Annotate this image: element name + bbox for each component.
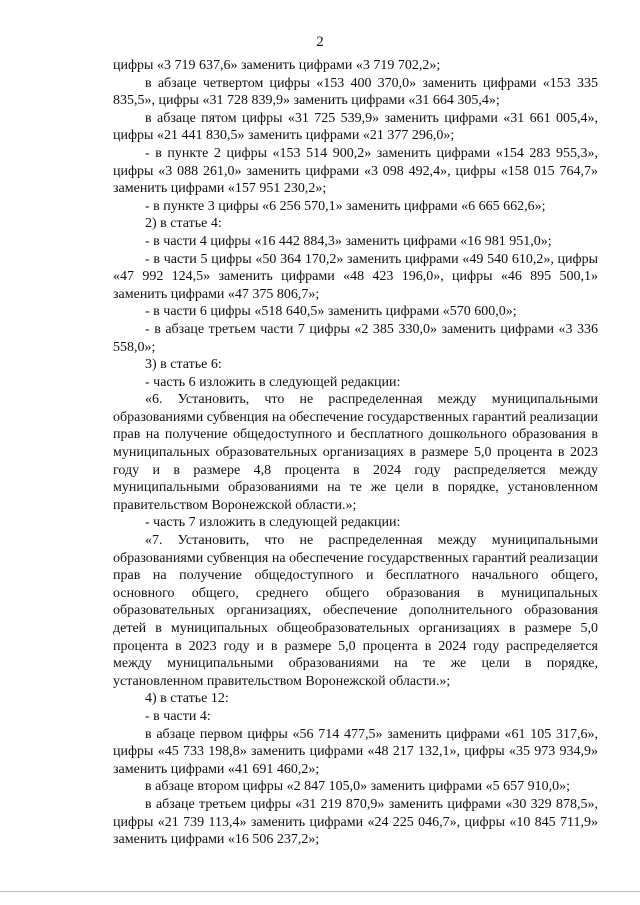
paragraph: 3) в статье 6: <box>145 357 222 373</box>
paragraph: в абзаце пятом цифры «31 725 539,9» заменить цифрами «31 661 005,4», цифры «21 441 830,5» заменить цифрами «21 377 296,0»; <box>113 110 598 144</box>
paragraph: - часть 7 изложить в следующей редакции: <box>145 515 401 531</box>
paragraph: - в части 5 цифры «50 364 170,2» заменить цифрами «49 540 610,2», цифры «47 992 124,5» заменить цифрами «48 423 196,0», цифры «46 895 500,1» заменить цифрами «47 375 806,7»; <box>113 251 598 302</box>
document-body <box>113 57 598 849</box>
paragraph: - в пункте 2 цифры «153 514 900,2» заменить цифрами «154 283 955,3», цифры «3 088 261,0» заменить цифрами «3 098 492,4», цифры «158 015 764,7» заменить цифрами «157 951 230,2»; <box>113 145 598 197</box>
paragraph: - в абзаце третьем части 7 цифры «2 385 330,0» заменить цифрами «3 336 558,0»; <box>113 321 598 355</box>
paragraph: «7. Установить, что не распределенная между муниципальными образованиями субвенция на обеспечение государственных гарантий реализации прав на получение общедоступного и бесплатного начального общего, основного общего, среднего общего образования в муниципальных образовательных организациях, обеспечение дополнительного образования детей в муниципальных общеобразовательных организациях в размере 5,0 процента в 2023 году и в размере 5,0 процента в 2024 году распределяется между муниципальными образованиями на те же цели в порядке, установленном правительством Воронежской области.»; <box>113 533 598 689</box>
page-number: 2 <box>316 34 324 50</box>
paragraph: - в части 4 цифры «16 442 884,3» заменить цифрами «16 981 951,0»; <box>145 233 552 249</box>
paragraph: - часть 6 изложить в следующей редакции: <box>145 374 401 390</box>
paragraph: «6. Установить, что не распределенная между муниципальными образованиями субвенция на обеспечение государственных гарантий реализации прав на получение общедоступного и бесплатного дошкольного образования в муниципальных образовательных организациях в размере 5,0 процента в 2023 году и в размере 4,8 процента в 2024 году распределяется между муниципальными образованиями на те же цели в порядке, установленном правительством Воронежской области.»; <box>113 392 598 513</box>
paragraph: 2) в статье 4: <box>145 216 222 232</box>
paragraph: в абзаце втором цифры «2 847 105,0» заменить цифрами «5 657 910,0»; <box>145 779 570 795</box>
page-bottom-edge <box>0 891 640 892</box>
paragraph: - в части 6 цифры «518 640,5» заменить цифрами «570 600,0»; <box>145 304 517 320</box>
paragraph: - в части 4: <box>145 708 211 724</box>
paragraph: 4) в статье 12: <box>145 691 229 707</box>
paragraph: в абзаце четвертом цифры «153 400 370,0» заменить цифрами «153 335 835,5», цифры «31 728 839,9» заменить цифрами «31 664 305,4»; <box>113 75 598 109</box>
paragraph: в абзаце первом цифры «56 714 477,5» заменить цифрами «61 105 317,6», цифры «45 733 198,8» заменить цифрами «48 217 132,1», цифры «35 973 934,9» заменить цифрами «41 691 460,2»; <box>113 726 598 777</box>
paragraph: цифры «3 719 637,6» заменить цифрами «3 719 702,2»; <box>113 58 441 73</box>
paragraph: в абзаце третьем цифры «31 219 870,9» заменить цифрами «30 329 878,5», цифры «21 739 113,4» заменить цифрами «24 225 046,7», цифры «10 845 711,9» заменить цифрами «16 506 237,2»; <box>113 796 598 848</box>
paragraph: - в пункте 3 цифры «6 256 570,1» заменить цифрами «6 665 662,6»; <box>145 198 546 214</box>
